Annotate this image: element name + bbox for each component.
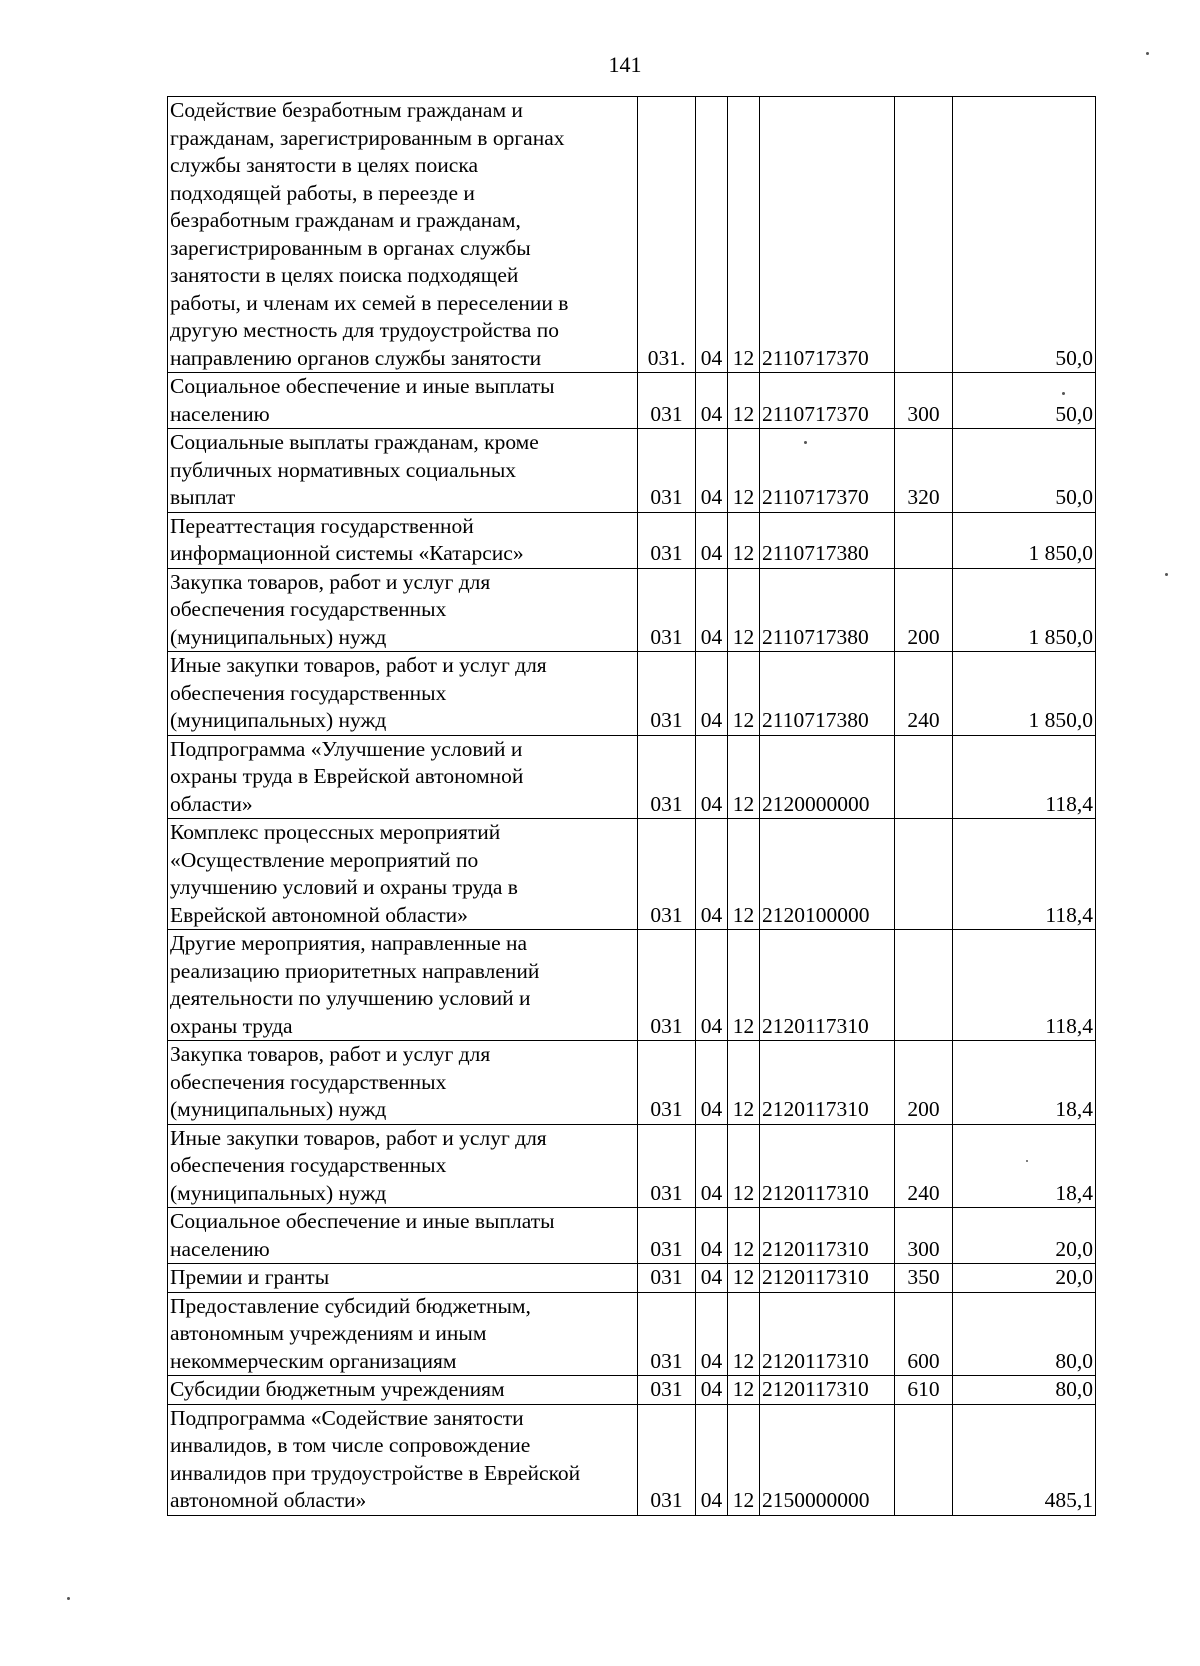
amount-cell: 18,4 — [953, 1124, 1096, 1208]
section-code-cell: 04 — [696, 1124, 728, 1208]
expense-type-cell — [895, 930, 953, 1041]
expense-type-cell — [895, 819, 953, 930]
section-code-cell: 04 — [696, 1041, 728, 1125]
row-name-cell: Субсидии бюджетным учреждениям — [168, 1376, 638, 1405]
admin-code-cell: 031 — [638, 1124, 696, 1208]
table-row — [168, 1124, 1096, 1208]
amount-cell: 118,4 — [953, 930, 1096, 1041]
subsection-code-cell: 12 — [728, 1264, 760, 1293]
table-row — [168, 1404, 1096, 1515]
amount-cell: 1 850,0 — [953, 652, 1096, 736]
expense-type-cell: 320 — [895, 429, 953, 513]
target-article-cell: 2120117310 — [760, 930, 895, 1041]
expense-type-cell: 350 — [895, 1264, 953, 1293]
expense-type-cell: 610 — [895, 1376, 953, 1405]
amount-cell: 485,1 — [953, 1404, 1096, 1515]
subsection-code-cell: 12 — [728, 930, 760, 1041]
row-name-cell: Социальные выплаты гражданам, кроме публичных нормативных социальных выплат — [168, 429, 638, 513]
amount-cell: 18,4 — [953, 1041, 1096, 1125]
subsection-code-cell: 12 — [728, 1041, 760, 1125]
target-article-cell: 2120117310 — [760, 1264, 895, 1293]
amount-cell: 118,4 — [953, 819, 1096, 930]
amount-cell: 80,0 — [953, 1292, 1096, 1376]
table-row — [168, 97, 1096, 373]
section-code-cell: 04 — [696, 568, 728, 652]
amount-cell: 118,4 — [953, 735, 1096, 819]
table-row — [168, 568, 1096, 652]
admin-code-cell: 031. — [638, 97, 696, 373]
admin-code-cell: 031 — [638, 1404, 696, 1515]
amount-cell: 20,0 — [953, 1264, 1096, 1293]
row-name-cell: Подпрограмма «Улучшение условий и охраны труда в Еврейской автономной области» — [168, 735, 638, 819]
target-article-cell: 2110717380 — [760, 568, 895, 652]
expense-type-cell — [895, 512, 953, 568]
subsection-code-cell: 12 — [728, 819, 760, 930]
budget-table — [167, 96, 1096, 1516]
scan-speck — [1062, 392, 1065, 395]
section-code-cell: 04 — [696, 652, 728, 736]
table-row — [168, 819, 1096, 930]
target-article-cell: 2120117310 — [760, 1041, 895, 1125]
row-name-cell: Закупка товаров, работ и услуг для обеспечения государственных (муниципальных) нужд — [168, 1041, 638, 1125]
section-code-cell: 04 — [696, 1264, 728, 1293]
section-code-cell: 04 — [696, 1404, 728, 1515]
table-row — [168, 512, 1096, 568]
expense-type-cell: 200 — [895, 568, 953, 652]
scan-speck — [1026, 1160, 1028, 1162]
row-name-cell: Подпрограмма «Содействие занятости инвалидов, в том числе сопровождение инвалидов при трудоустройстве в Еврейской автономной области» — [168, 1404, 638, 1515]
amount-cell: 20,0 — [953, 1208, 1096, 1264]
admin-code-cell: 031 — [638, 373, 696, 429]
subsection-code-cell: 12 — [728, 1292, 760, 1376]
expense-type-cell — [895, 1404, 953, 1515]
table-row — [168, 1264, 1096, 1293]
admin-code-cell: 031 — [638, 568, 696, 652]
expense-type-cell: 200 — [895, 1041, 953, 1125]
row-name-cell: Содействие безработным гражданам и гражданам, зарегистрированным в органах службы занятости в целях поиска подходящей работы, в переезде и безработным гражданам и гражданам, зарегистрированным в органах службы занятости в целях поиска подходящей работы, и членам их семей в переселении в другую местность для трудоустройства по направлению органов службы занятости — [168, 97, 638, 373]
section-code-cell: 04 — [696, 512, 728, 568]
amount-cell: 50,0 — [953, 373, 1096, 429]
subsection-code-cell: 12 — [728, 652, 760, 736]
section-code-cell: 04 — [696, 1292, 728, 1376]
amount-cell: 1 850,0 — [953, 568, 1096, 652]
subsection-code-cell: 12 — [728, 1376, 760, 1405]
target-article-cell: 2120117310 — [760, 1208, 895, 1264]
table-row — [168, 652, 1096, 736]
subsection-code-cell: 12 — [728, 429, 760, 513]
scan-speck — [1146, 52, 1149, 55]
admin-code-cell: 031 — [638, 735, 696, 819]
row-name-cell: Комплекс процессных мероприятий «Осуществление мероприятий по улучшению условий и охраны труда в Еврейской автономной области» — [168, 819, 638, 930]
target-article-cell: 2110717380 — [760, 652, 895, 736]
subsection-code-cell: 12 — [728, 1208, 760, 1264]
table-row — [168, 373, 1096, 429]
table-row — [168, 429, 1096, 513]
expense-type-cell: 240 — [895, 652, 953, 736]
admin-code-cell: 031 — [638, 930, 696, 1041]
section-code-cell: 04 — [696, 1208, 728, 1264]
expense-type-cell: 600 — [895, 1292, 953, 1376]
amount-cell: 1 850,0 — [953, 512, 1096, 568]
row-name-cell: Социальное обеспечение и иные выплаты населению — [168, 373, 638, 429]
subsection-code-cell: 12 — [728, 568, 760, 652]
scan-speck — [67, 1597, 70, 1600]
section-code-cell: 04 — [696, 735, 728, 819]
subsection-code-cell: 12 — [728, 1124, 760, 1208]
table-row — [168, 735, 1096, 819]
admin-code-cell: 031 — [638, 429, 696, 513]
expense-type-cell: 240 — [895, 1124, 953, 1208]
admin-code-cell: 031 — [638, 1376, 696, 1405]
target-article-cell: 2120117310 — [760, 1376, 895, 1405]
target-article-cell: 2120100000 — [760, 819, 895, 930]
admin-code-cell: 031 — [638, 1292, 696, 1376]
admin-code-cell: 031 — [638, 1041, 696, 1125]
admin-code-cell: 031 — [638, 652, 696, 736]
expense-type-cell — [895, 735, 953, 819]
target-article-cell: 2120000000 — [760, 735, 895, 819]
amount-cell: 50,0 — [953, 97, 1096, 373]
section-code-cell: 04 — [696, 819, 728, 930]
subsection-code-cell: 12 — [728, 735, 760, 819]
budget-table-body — [168, 97, 1096, 1516]
table-row — [168, 1208, 1096, 1264]
row-name-cell: Премии и гранты — [168, 1264, 638, 1293]
table-row — [168, 1292, 1096, 1376]
admin-code-cell: 031 — [638, 1208, 696, 1264]
row-name-cell: Переаттестация государственной информационной системы «Катарсис» — [168, 512, 638, 568]
target-article-cell: 2150000000 — [760, 1404, 895, 1515]
scan-speck — [804, 441, 807, 444]
row-name-cell: Другие мероприятия, направленные на реализацию приоритетных направлений деятельности по улучшению условий и охраны труда — [168, 930, 638, 1041]
subsection-code-cell: 12 — [728, 1404, 760, 1515]
section-code-cell: 04 — [696, 930, 728, 1041]
admin-code-cell: 031 — [638, 512, 696, 568]
row-name-cell: Предоставление субсидий бюджетным, автономным учреждениям и иным некоммерческим организациям — [168, 1292, 638, 1376]
expense-type-cell: 300 — [895, 1208, 953, 1264]
target-article-cell: 2120117310 — [760, 1292, 895, 1376]
row-name-cell: Социальное обеспечение и иные выплаты населению — [168, 1208, 638, 1264]
scan-speck — [1165, 573, 1168, 576]
expense-type-cell: 300 — [895, 373, 953, 429]
admin-code-cell: 031 — [638, 1264, 696, 1293]
table-row — [168, 1376, 1096, 1405]
section-code-cell: 04 — [696, 97, 728, 373]
target-article-cell: 2120117310 — [760, 1124, 895, 1208]
subsection-code-cell: 12 — [728, 373, 760, 429]
amount-cell: 50,0 — [953, 429, 1096, 513]
amount-cell: 80,0 — [953, 1376, 1096, 1405]
target-article-cell: 2110717370 — [760, 97, 895, 373]
page-number: 141 — [608, 52, 642, 77]
expense-type-cell — [895, 97, 953, 373]
table-row — [168, 930, 1096, 1041]
row-name-cell: Закупка товаров, работ и услуг для обеспечения государственных (муниципальных) нужд — [168, 568, 638, 652]
section-code-cell: 04 — [696, 373, 728, 429]
target-article-cell: 2110717370 — [760, 429, 895, 513]
subsection-code-cell: 12 — [728, 97, 760, 373]
section-code-cell: 04 — [696, 429, 728, 513]
section-code-cell: 04 — [696, 1376, 728, 1405]
subsection-code-cell: 12 — [728, 512, 760, 568]
target-article-cell: 2110717370 — [760, 373, 895, 429]
row-name-cell: Иные закупки товаров, работ и услуг для обеспечения государственных (муниципальных) нужд — [168, 1124, 638, 1208]
admin-code-cell: 031 — [638, 819, 696, 930]
target-article-cell: 2110717380 — [760, 512, 895, 568]
row-name-cell: Иные закупки товаров, работ и услуг для обеспечения государственных (муниципальных) нужд — [168, 652, 638, 736]
table-row — [168, 1041, 1096, 1125]
